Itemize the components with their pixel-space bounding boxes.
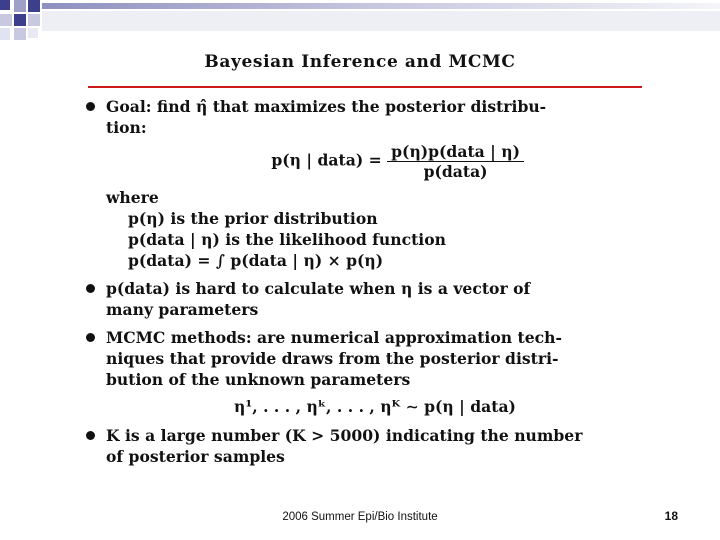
slide-content — [84, 96, 644, 467]
bullet-k-line1: K is a large number (K > 5000) indicating the number — [106, 426, 583, 445]
equation-fraction — [387, 142, 524, 181]
bullet-mcmc-line2: niques that provide draws from the posterior distri- — [106, 349, 559, 368]
bullet-sample-count — [84, 425, 644, 467]
bullet-dot — [86, 102, 95, 111]
bullet-hard-to-calculate — [84, 278, 644, 320]
bullet-mcmc-line1: MCMC methods: are numerical approximation tech- — [106, 328, 562, 347]
bullet-hard-line1: p(data) is hard to calculate when η is a vector of — [106, 279, 531, 298]
title-divider — [88, 86, 642, 88]
bullet-mcmc-line3: bution of the unknown parameters — [106, 370, 411, 389]
equation-numerator: p(η)p(data | η) — [387, 142, 524, 162]
bullet-hard-line2: many parameters — [106, 300, 259, 319]
definition-likelihood: p(data | η) is the likelihood function — [128, 230, 446, 249]
bullet-mcmc-methods — [84, 327, 644, 417]
equation-lhs: p(η | data) = — [271, 150, 382, 170]
where-label: where — [106, 188, 159, 207]
bullet-dot — [86, 284, 95, 293]
slide-footer: 2006 Summer Epi/Bio Institute — [282, 511, 438, 523]
definition-evidence: p(data) = ∫ p(data | η) × p(η) — [128, 251, 384, 270]
bullet-dot — [86, 333, 95, 342]
header-decoration — [0, 0, 720, 60]
bullet-goal-line1: Goal: find η̂ that maximizes the posterior distribu- — [106, 97, 547, 116]
bullet-k-line2: of posterior samples — [106, 447, 285, 466]
page-number: 18 — [664, 509, 678, 523]
definition-prior: p(η) is the prior distribution — [128, 209, 378, 228]
bullet-goal — [84, 96, 644, 271]
bullet-dot — [86, 431, 95, 440]
draws-equation: η¹, . . . , ηᵏ, . . . , ηᴷ ∼ p(η | data) — [234, 397, 516, 416]
bullet-goal-line2: tion: — [106, 118, 147, 137]
equation-denominator: p(data) — [423, 162, 488, 181]
posterior-equation — [106, 142, 644, 181]
slide-title: Bayesian Inference and MCMC — [204, 52, 516, 72]
